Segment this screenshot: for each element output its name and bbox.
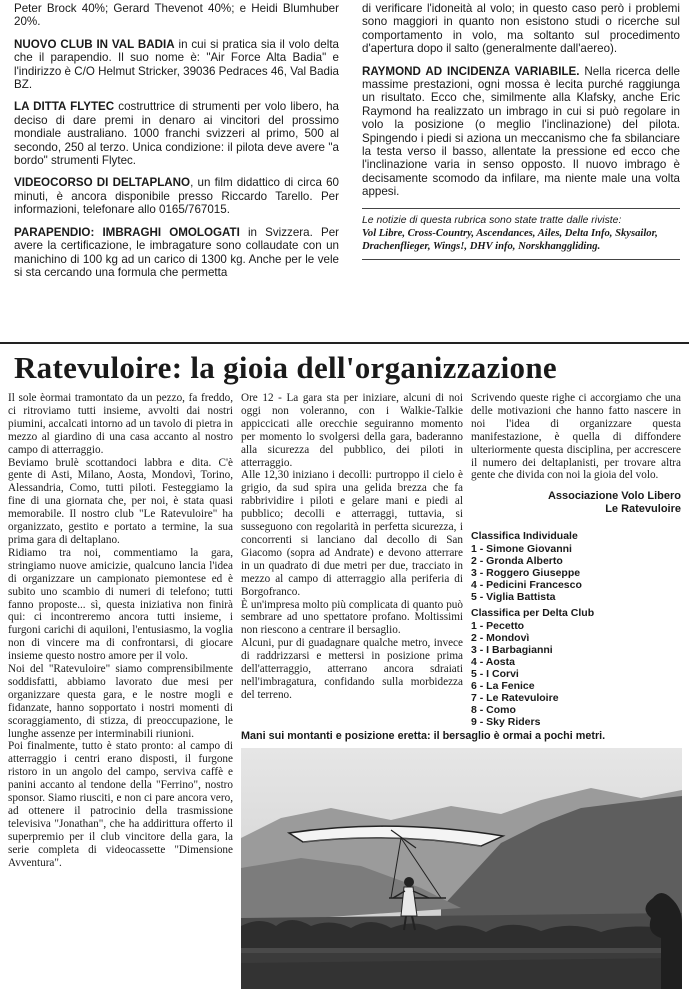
news-item: Peter Brock 40%; Gerard Thevenot 40%; e Heidi Blumhuber 20%.: [14, 2, 339, 29]
news-item: PARAPENDIO: IMBRAGHI OMOLOGATI in Svizzera. Per avere la certificazione, le imbragature sono collaudate con un manichino di 100 kg ad un carico di 1300 kg. Anche per le vele si sta cercando una formula che permetta: [14, 225, 339, 279]
ranking-item: 3 - Roggero Giuseppe: [471, 566, 581, 579]
article-column-1: [8, 392, 233, 870]
ranking-item: 3 - I Barbagianni: [471, 643, 553, 656]
sources-intro: Le notizie di questa rubrica sono state tratte dalle riviste:: [362, 214, 622, 226]
article-paragraph: Scrivendo queste righe ci accorgiamo che una delle motivazioni che hanno fatto nascere in noi l'idea di organizzare questa manifestazione, è quella di diffondere ulteriormente questa disciplina, per accrescere il numero dei deltaplanisti, per trovare altra gente che divida con noi la gioia del volo.: [471, 392, 681, 482]
article-paragraph: Ore 12 - La gara sta per iniziare, alcuni di noi oggi non voleranno, con i Walkie-Talkie appiccicati alle orecchie seguiranno momento per momento lo svolgersi della gara, baderanno alla sicurezza del pubblico, dei piloti in atterraggio.: [241, 392, 463, 469]
ranking-individual-title: Classifica Individuale: [471, 530, 578, 543]
ranking-item: 1 - Pecetto: [471, 619, 525, 632]
news-title: PARAPENDIO: IMBRAGHI OMOLOGATI: [14, 225, 240, 239]
article-headline: Ratevuloire: la gioia dell'organizzazione: [14, 350, 557, 385]
news-item: LA DITTA FLYTEC costruttrice di strumenti per volo libero, ha deciso di dare premi in denaro ai vincitori del prossimo mondiale australiano. 1000 franchi svizzeri al primo, 500 al secondo, 250 al terzo. Unica condizione: il pilota deve avere "a bordo" strumenti Flytec.: [14, 100, 339, 168]
sources-box: [362, 208, 680, 260]
article-column-3: [471, 392, 681, 728]
ranking-item: 2 - Mondovì: [471, 631, 530, 644]
article-column-2: [241, 392, 463, 702]
ranking-item: 6 - La Fenice: [471, 680, 535, 693]
ranking-item: 4 - Aosta: [471, 655, 515, 668]
news-title: VIDEOCORSO DI DELTAPLANO: [14, 176, 191, 190]
ranking-item: 5 - Viglia Battista: [471, 591, 556, 604]
article-paragraph: Poi finalmente, tutto è stato pronto: al campo di atterraggio i centri erano disposti, il furgone ristoro in un angolo del campo, serviva caffè e panini accanto al tendone della "Ferrino", nostro sponsor. Siamo riusciti, e non ci pare ancora vero, ad ottenere il patrocinio della trasmissione televisiva "Jonathan", che ha addirittura offerto il superpremio per il club vincitore della gara, la serie completa di videocassette "Dimensione Avventura".: [8, 740, 233, 869]
news-item: NUOVO CLUB IN VAL BADIA in cui si pratica sia il volo delta che il parapendio. Il suo nome è: "Air Force Alta Badia" e l'indirizzo è C/O Helmut Stricker, 39036 Pedraces 46, Val Badia BZ.: [14, 37, 339, 92]
signature: Associazione Volo Libero Le Ratevuloire: [547, 490, 681, 516]
article-paragraph: Il sole èormai tramontato da un pezzo, fa freddo, ci ritroviamo tutti insieme, avvolti dai nostri piumini, accalcati intorno ad un tavolo di pietra in mezzo al giardino di una casa accanto al nostro campo di atterraggio.: [8, 392, 233, 456]
news-title: NUOVO CLUB IN VAL BADIA: [14, 37, 175, 51]
photo-caption: Mani sui montanti e posizione eretta: il bersaglio è ormai a pochi metri.: [241, 730, 606, 742]
ranking-item: 5 - I Corvi: [471, 668, 519, 680]
news-item: di verificare l'idoneità al volo; in questo caso però i problemi sono maggiori in quanto non esistono studi o ricerche sul comportamento in volo, ma soltanto sul procedimento d'apertura dopo il salto (generalmente dall'aereo).: [362, 2, 680, 56]
ranking-club-title: Classifica per Delta Club: [471, 607, 595, 620]
article-paragraph: Alcuni, pur di guadagnare qualche metro, invece di raddrizzarsi e mettersi in posizione prima dell'atterraggio, atterrano ancora sdraiati nell'imbragatura, confidando sulla morbidezza del terreno.: [241, 637, 463, 701]
hang-glider-photo: [241, 748, 682, 989]
news-title: LA DITTA FLYTEC: [14, 100, 115, 114]
news-item: RAYMOND AD INCIDENZA VARIABILE. Nella ricerca delle massime prestazioni, ogni mossa è lecita purché raggiunga un risultato. Ecco che, similmente alla Klafsky, anche Eric Raymond ha realizzato un imbrago in cui si può regolare in volo la posizione (o meglio l'inclinazione) del pilota. Spingendo i piedi si aziona un meccanismo che fa sbilanciare la testa verso il basso, allentate la pressione ed ecco che l'inclinazione varia in senso opposto. Il nuovo imbrago è decisamente scomodo da infilare, ma niente male una volta appesi.: [362, 64, 680, 199]
article-paragraph: Alle 12,30 iniziano i decolli: purtroppo il cielo è grigio, da sud spira una gelida brezza che fa rabbrividire i piloti e gelare mani e piedi al pubblico; decolli e atterraggi, tuttavia, si susseguono con regolarità in perfetta sicurezza, i concorrenti si lanciano dal decollo di San Giacomo (sopra ad Andrate) e devono atterrare in un quadrato di due metri per due, tracciato in mezzo al campo di atterraggio alla periferia di Borgofranco.: [241, 469, 463, 598]
ranking-item: 2 - Gronda Alberto: [471, 554, 563, 567]
article-paragraph: Ridiamo tra noi, commentiamo la gara, stringiamo nuove amicizie, qualcuno lancia l'idea di organizzare un campionato piemontese ed è subito uno scambio di numeri di telefono; tutti fanno proposte... sì, questa iniziativa non finirà qui: ci incontreremo ancora tutti insieme, i furgoni carichi di aquiloni, l'entusiasmo, la voglia non di vincere ma di confrontarsi, di giocare insieme questo nostro amore per il volo.: [8, 546, 233, 663]
article-paragraph: È un'impresa molto più complicata di quanto può sembrare ad uno spettatore profano. Moltissimi non riescono a centrare il bersaglio.: [241, 598, 463, 637]
news-column-right: [362, 2, 680, 260]
ranking-item: 9 - Sky Riders: [471, 716, 541, 729]
ranking-item: 1 - Simone Giovanni: [471, 542, 572, 555]
sources-list: Vol Libre, Cross-Country, Ascendances, Ailes, Delta Info, Skysailor, Drachenflieger, Wings!, DHV info, Norskhanggliding.: [362, 227, 658, 252]
article-paragraph: Beviamo brulè scottandoci labbra e dita. C'è gente di Asti, Milano, Aosta, Mondovì, Torino, Alessandria, Como, tutti piloti. Festeggiamo la fine di una giornata che, per noi, è stata quasi memorabile. Il nostro club "Le Ratevuloire" ha organizzato, gestito e portato a termine, la sua prima gara di deltaplano.: [8, 456, 233, 546]
photo-illustration: [241, 748, 682, 989]
ranking-club-list: [471, 620, 681, 729]
news-column-left: [14, 2, 339, 288]
section-divider: [0, 342, 689, 344]
ranking-individual-list: [471, 543, 681, 603]
article-paragraph: Noi del "Ratevuloire" siamo comprensibilmente soddisfatti, abbiamo lavorato due mesi per organizzare questa gara, e le nostre mogli e fidanzate, hanno sopportato i nostri momenti di scoraggiamento, di stizza, di preoccupazione, le lunghe assenze per interminabili riunioni.: [8, 663, 233, 740]
ranking-item: 4 - Pedicini Francesco: [471, 579, 582, 592]
ranking-item: 7 - Le Ratevuloire: [471, 692, 559, 705]
ranking-item: 8 - Como: [471, 704, 516, 717]
news-item: VIDEOCORSO DI DELTAPLANO, un film didattico di circa 60 minuti, è ancora disponibile presso Riccardo Tarello. Per informazioni, telefonare allo 0165/767015.: [14, 176, 339, 217]
news-section: [14, 2, 678, 324]
news-title: RAYMOND AD INCIDENZA VARIABILE.: [362, 64, 580, 78]
